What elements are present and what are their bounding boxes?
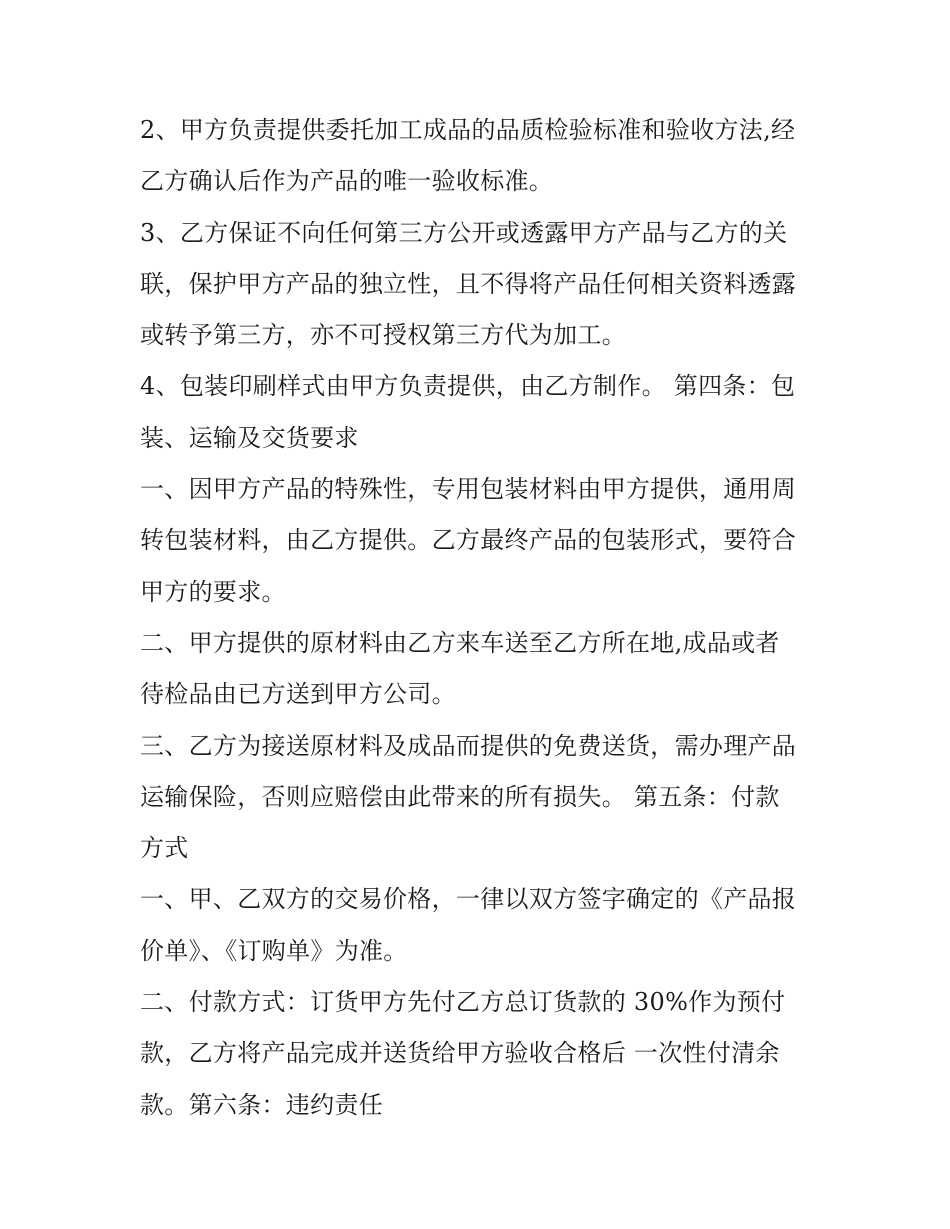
text-line: 运输保险，否则应赔偿由此带来的所有损失。 第五条：付款: [140, 782, 780, 811]
text-line: 4、包装印刷样式由甲方负责提供，由乙方制作。 第四条：包: [140, 372, 796, 401]
text-line: 三、乙方为接送原材料及成品而提供的免费送货，需办理产品: [140, 731, 797, 760]
text-line: 甲方的要求。: [140, 577, 286, 606]
text-line: 3、乙方保证不向任何第三方公开或透露甲方产品与乙方的关: [140, 218, 788, 247]
text-line: 价单》、《订购单》为准。: [140, 936, 408, 965]
text-line: 待检品由已方送到甲方公司。: [140, 680, 456, 709]
text-line: 二、甲方提供的原材料由乙方来车送至乙方所在地,成品或者: [140, 628, 780, 657]
text-line: 一、因甲方产品的特殊性，专用包装材料由甲方提供，通用周: [140, 475, 797, 504]
text-line: 方式: [140, 834, 189, 863]
text-line: 装、运输及交货要求: [140, 423, 359, 452]
document-body: [140, 105, 812, 1131]
text-line: 二、付款方式：订货甲方先付乙方总订货款的 30%作为预付: [140, 988, 786, 1017]
text-line: 款。第六条：违约责任: [140, 1090, 383, 1119]
text-line: 乙方确认后作为产品的唯一验收标准。: [140, 167, 554, 196]
text-line: 联，保护甲方产品的独立性，且不得将产品任何相关资料透露: [140, 269, 797, 298]
text-line: 或转予第三方，亦不可授权第三方代为加工。: [140, 321, 626, 350]
text-line: 转包装材料，由乙方提供。乙方最终产品的包装形式，要符合: [140, 526, 797, 555]
text-line: 一、甲、乙双方的交易价格，一律以双方签字确定的《产品报: [140, 885, 797, 914]
text-line: 款，乙方将产品完成并送货给甲方验收合格后 一次性付清余: [140, 1039, 780, 1068]
text-line: 2、甲方负责提供委托加工成品的品质检验标准和验收方法,经: [140, 116, 796, 144]
